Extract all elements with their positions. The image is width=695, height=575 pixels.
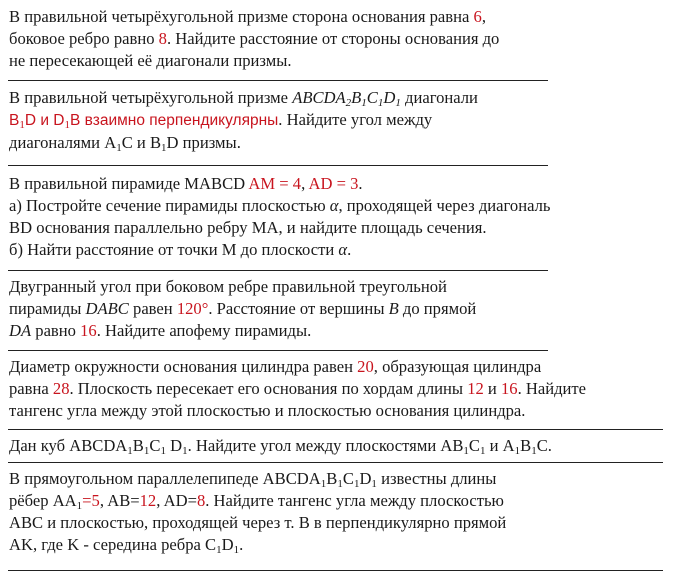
problem-4 [9, 276, 689, 342]
problem-5-line-2: равна 28. Плоскость пересекает его основания по хордам длины 12 и 16. Найдите [9, 379, 587, 398]
problem-4-line-1: Двугранный угол при боковом ребре правильной треугольной [9, 277, 447, 296]
problem-7-line-2: рёбер $AA_1=5$, AB=12, AD=8. Найдите тангенс угла между плоскостью [9, 491, 504, 512]
divider [8, 570, 663, 571]
problem-5 [9, 356, 689, 422]
problem-3-line-4: б) Найти расстояние от точки M до плоскости α. [9, 240, 352, 259]
divider [8, 429, 663, 430]
problem-4-line-2: пирамиды DABC равен 120°. Расстояние от вершины B до прямой [9, 299, 477, 318]
problem-7-line-1: В прямоугольном параллелепипеде $ABCDA_1B_1C_1D_1$ известны длины [9, 469, 497, 490]
problem-6 [9, 435, 689, 457]
divider [8, 165, 548, 166]
problem-7 [9, 468, 689, 556]
problem-1-line-2: боковое ребро равно 8. Найдите расстояние от стороны основания до [9, 29, 500, 48]
problem-2 [9, 87, 689, 154]
problem-6-line-1: Дан куб $ABCDA_1B_1C_1$ $D_1$. Найдите угол между плоскостями $AB_1C_1$ и $A_1B_1C$. [9, 436, 552, 457]
problem-3-line-1: В правильной пирамиде MABCD AM = 4, AD = 3. [9, 174, 363, 193]
problem-5-line-1: Диаметр окружности основания цилиндра равен 20, образующая цилиндра [9, 357, 542, 376]
problem-2-line-2: $B_1D$ и $D_1B$ взаимно перпендикулярны. Найдите угол между [9, 110, 433, 131]
problem-2-line-3: диагоналями $A_1C$ и $B_1D$ призмы. [9, 133, 241, 154]
problem-3 [9, 173, 689, 261]
problem-7-line-4: AK, где K - середина ребра $C_1D_1$. [9, 535, 244, 556]
problem-3-line-2: а) Постройте сечение пирамиды плоскостью α, проходящей через диагональ [9, 196, 551, 215]
problem-1 [9, 6, 689, 72]
problem-4-line-3: DA равно 16. Найдите апофему пирамиды. [9, 321, 312, 340]
divider [8, 462, 663, 463]
problem-1-line-1: В правильной четырёхугольной призме сторона основания равна 6, [9, 7, 486, 26]
problem-5-line-3: тангенс угла между этой плоскостью и плоскостью основания цилиндра. [9, 401, 526, 420]
divider [8, 350, 548, 351]
problem-2-line-1: В правильной четырёхугольной призме $ABCDA_2B_1C_1D_1$ диагонали [9, 88, 478, 109]
divider [8, 270, 548, 271]
divider [8, 80, 548, 81]
problem-1-line-3: не пересекающей её диагонали призмы. [9, 51, 292, 70]
problem-3-line-3: BD основания параллельно ребру MA, и найдите площадь сечения. [9, 218, 487, 237]
problem-7-line-3: ABC и плоскостью, проходящей через т. B в перпендикулярно прямой [9, 513, 507, 532]
